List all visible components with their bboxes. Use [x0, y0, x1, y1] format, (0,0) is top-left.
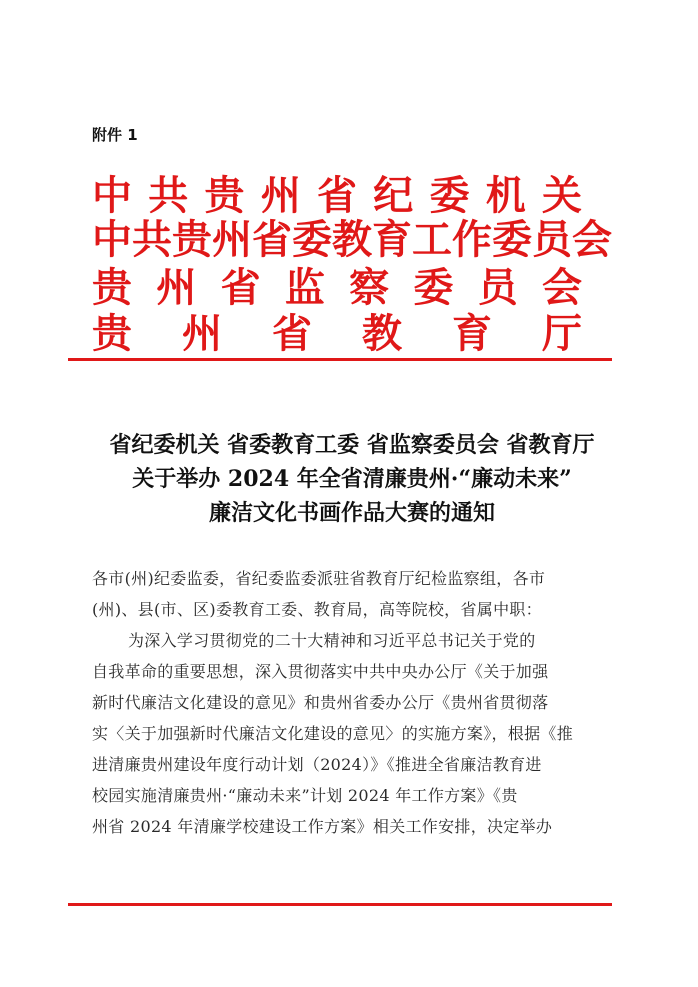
organization-name-char: 教	[332, 216, 372, 263]
organization-name-char: 育	[452, 310, 492, 357]
organization-name-line	[92, 266, 582, 310]
organization-name-char: 委	[429, 172, 470, 219]
organization-name-char: 贵	[204, 172, 245, 219]
organization-name-char: 贵	[172, 216, 212, 263]
title-line: 关于举办 2024 年全省清廉贵州·“廉动未来”	[132, 466, 572, 492]
organization-name-char: 纪	[373, 172, 414, 219]
organization-name-char: 省	[272, 310, 312, 357]
paragraph-line: 自我革命的重要思想，深入贯彻落实中共中央办公厅《关于加强	[92, 662, 549, 681]
organization-name-char: 中	[92, 172, 132, 219]
organization-name-char: 机	[485, 172, 526, 219]
paragraph-line: 校园实施清廉贵州·“廉动未来”计划 2024 年工作方案》《贵	[92, 786, 518, 805]
organization-name-char: 委	[292, 216, 332, 263]
organization-name-char: 共	[148, 172, 189, 219]
addressee	[92, 563, 612, 625]
body-paragraph	[92, 625, 612, 842]
organization-name-char: 州	[182, 310, 222, 357]
addressee-line: 各市(州)纪委监委，省纪委监委派驻省教育厅纪检监察组，各市	[92, 569, 546, 588]
organization-name-char: 厅	[542, 310, 582, 357]
organization-name-char: 省	[252, 216, 292, 263]
organization-name-char: 育	[372, 216, 412, 263]
organization-name-char: 州	[156, 264, 197, 311]
attachment-label: 附件 1	[92, 126, 138, 144]
organization-name-char: 省	[220, 264, 261, 311]
organization-name-line	[92, 216, 612, 263]
organization-name-char: 工	[412, 216, 452, 263]
organization-name-char: 会	[572, 216, 612, 263]
paragraph-line: 实〈关于加强新时代廉洁文化建设的意见〉的实施方案》，根据《推	[92, 724, 574, 743]
organization-name-line	[92, 312, 582, 356]
organization-name-char: 会	[541, 264, 582, 311]
title-line: 廉洁文化书画作品大赛的通知	[208, 500, 495, 526]
organization-name-char: 员	[532, 216, 572, 263]
organization-name-char: 贵	[92, 310, 132, 357]
title-line: 省纪委机关 省委教育工委 省监察委员会 省教育厅	[109, 432, 595, 458]
organization-name-char: 贵	[92, 264, 132, 311]
addressee-line: (州)、县(市、区)委教育工委、教育局，高等院校，省属中职：	[92, 600, 542, 619]
paragraph-line: 州省 2024 年清廉学校建设工作方案》相关工作安排，决定举办	[92, 817, 553, 836]
organization-name-char: 作	[452, 216, 492, 263]
organization-name-char: 监	[284, 264, 325, 311]
organization-name-char: 委	[492, 216, 532, 263]
organization-name-char: 委	[413, 264, 454, 311]
notice-title	[92, 428, 612, 530]
red-header-rule	[68, 358, 612, 361]
organization-name-char: 省	[317, 172, 357, 219]
paragraph-line: 新时代廉洁文化建设的意见》和贵州省委办公厅《贵州省贯彻落	[92, 693, 549, 712]
organization-name-char: 州	[260, 172, 301, 219]
paragraph-line: 为深入学习贯彻党的二十大精神和习近平总书记关于党的	[128, 631, 536, 650]
organization-name-char: 教	[362, 310, 402, 357]
organization-name-line	[92, 174, 582, 218]
organization-name-char: 州	[212, 216, 252, 263]
organization-name-char: 员	[477, 264, 518, 311]
organization-name-char: 察	[349, 264, 390, 311]
organization-name-char: 中	[92, 216, 132, 263]
organization-name-char: 共	[132, 216, 172, 263]
red-footer-rule	[68, 903, 612, 906]
organization-name-char: 关	[542, 172, 582, 219]
paragraph-line: 进清廉贵州建设年度行动计划（2024）》《推进全省廉洁教育进	[92, 755, 542, 774]
